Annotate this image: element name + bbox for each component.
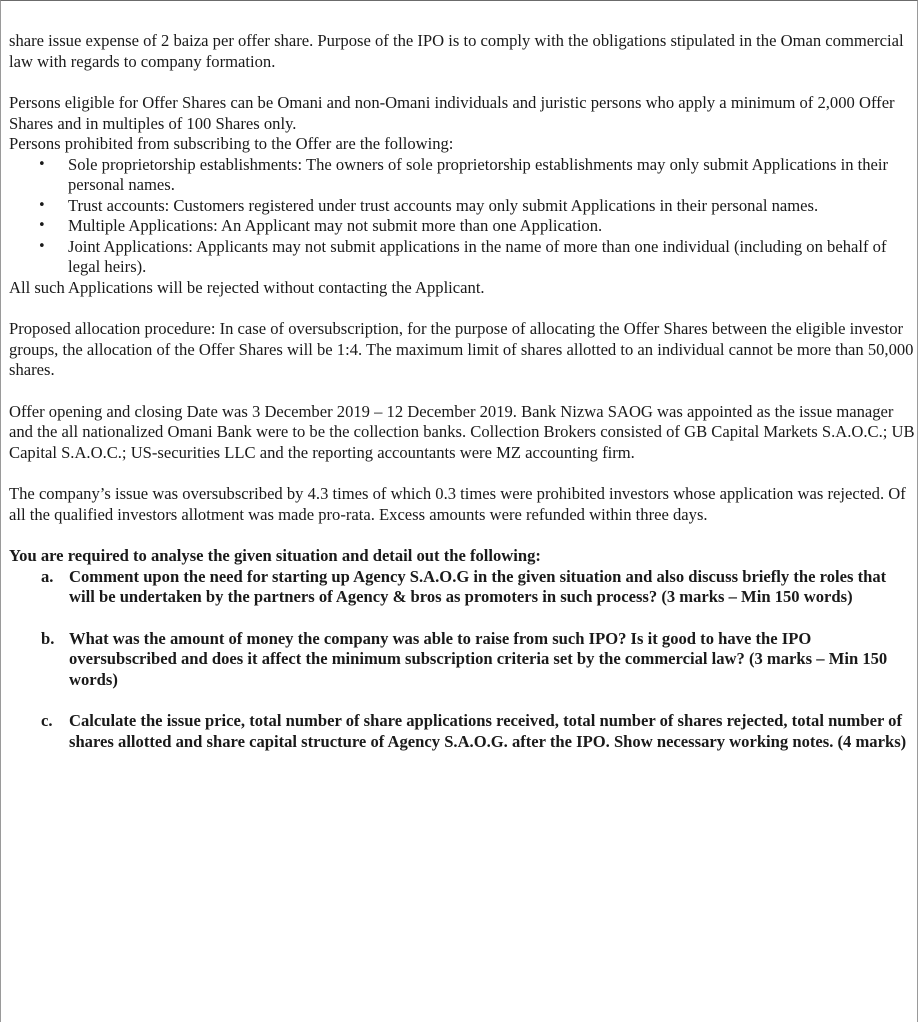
question-item: [41, 628, 915, 691]
question-marker: c.: [41, 711, 53, 730]
list-item: [38, 195, 915, 217]
document-body: [9, 31, 915, 773]
list-item: [38, 216, 915, 237]
list-item: [38, 236, 915, 278]
paragraph-rejected: All such Applications will be rejected without contacting the Applicant.: [9, 277, 485, 297]
bullet-icon: •: [38, 238, 46, 254]
paragraph-oversubscription: The company’s issue was oversubscribed by 4.3 times of which 0.3 times were prohibited investors whose application was rejected. Of all the qualified investors allotment was made pro-rata. Excess amounts were refunded within three days.: [9, 484, 906, 524]
question-list: [9, 567, 915, 753]
paragraph-offer-dates: Offer opening and closing Date was 3 December 2019 – 12 December 2019. Bank Nizwa SAOG was appointed as the issue manager and the all nationalized Omani Bank were to be the collection banks. Collection Brokers consisted of GB Capital Markets S.A.O.C.; UB Capital S.A.O.C.; US-securities LLC and the reporting accountants were MZ accounting firm.: [9, 401, 915, 462]
paragraph-allocation: Proposed allocation procedure: In case of oversubscription, for the purpose of allocating the Offer Shares between the eligible investor groups, the allocation of the Offer Shares will be 1:4. The maximum limit of shares allotted to an individual cannot be more than 50,000 shares.: [9, 319, 914, 379]
list-item-text: Sole proprietorship establishments: The owners of sole proprietorship establishments may only submit Applications in their personal names.: [68, 154, 889, 194]
paragraph-ipo-expense: share issue expense of 2 baiza per offer share. Purpose of the IPO is to comply with the obligations stipulated in the Oman commercial law with regards to company formation.: [9, 31, 904, 71]
paragraph-eligible-persons: Persons eligible for Offer Shares can be Omani and non-Omani individuals and juristic persons who apply a minimum of 2,000 Offer Shares and in multiples of 100 Shares only.: [9, 93, 895, 133]
question-text: Comment upon the need for starting up Agency S.A.O.G in the given situation and also discuss briefly the roles that will be undertaken by the partners of Agency & bros as promoters in such process? (3 marks – Min 150 words): [69, 566, 887, 606]
bullet-icon: •: [38, 156, 46, 172]
bullet-icon: •: [38, 218, 46, 233]
task-heading: You are required to analyse the given situation and detail out the following:: [9, 546, 541, 565]
paragraph-prohibited-intro: Persons prohibited from subscribing to the Offer are the following:: [9, 134, 454, 153]
question-marker: a.: [41, 566, 54, 586]
list-item: [38, 154, 915, 196]
prohibited-list: [9, 155, 915, 278]
list-item-text: Joint Applications: Applicants may not submit applications in the name of more than one individual (including on behalf of legal heirs).: [68, 236, 887, 276]
list-item-text: Multiple Applications: An Applicant may not submit more than one Application.: [68, 216, 603, 235]
question-marker: b.: [41, 628, 55, 648]
question-text: Calculate the issue price, total number of share applications received, total number of shares rejected, total number of shares allotted and share capital structure of Agency S.A.O.G. after the IPO. Show necessary working notes. (4 marks): [69, 711, 907, 751]
bullet-icon: •: [38, 197, 46, 213]
question-text: What was the amount of money the company was able to raise from such IPO? Is it good to have the IPO oversubscribed and does it affect the minimum subscription criteria set by the commercial law? (3 marks – Min 150 words): [69, 628, 888, 689]
question-item: [41, 711, 915, 752]
list-item-text: Trust accounts: Customers registered under trust accounts may only submit Applications in their personal names.: [68, 195, 819, 215]
question-item: [41, 566, 915, 608]
